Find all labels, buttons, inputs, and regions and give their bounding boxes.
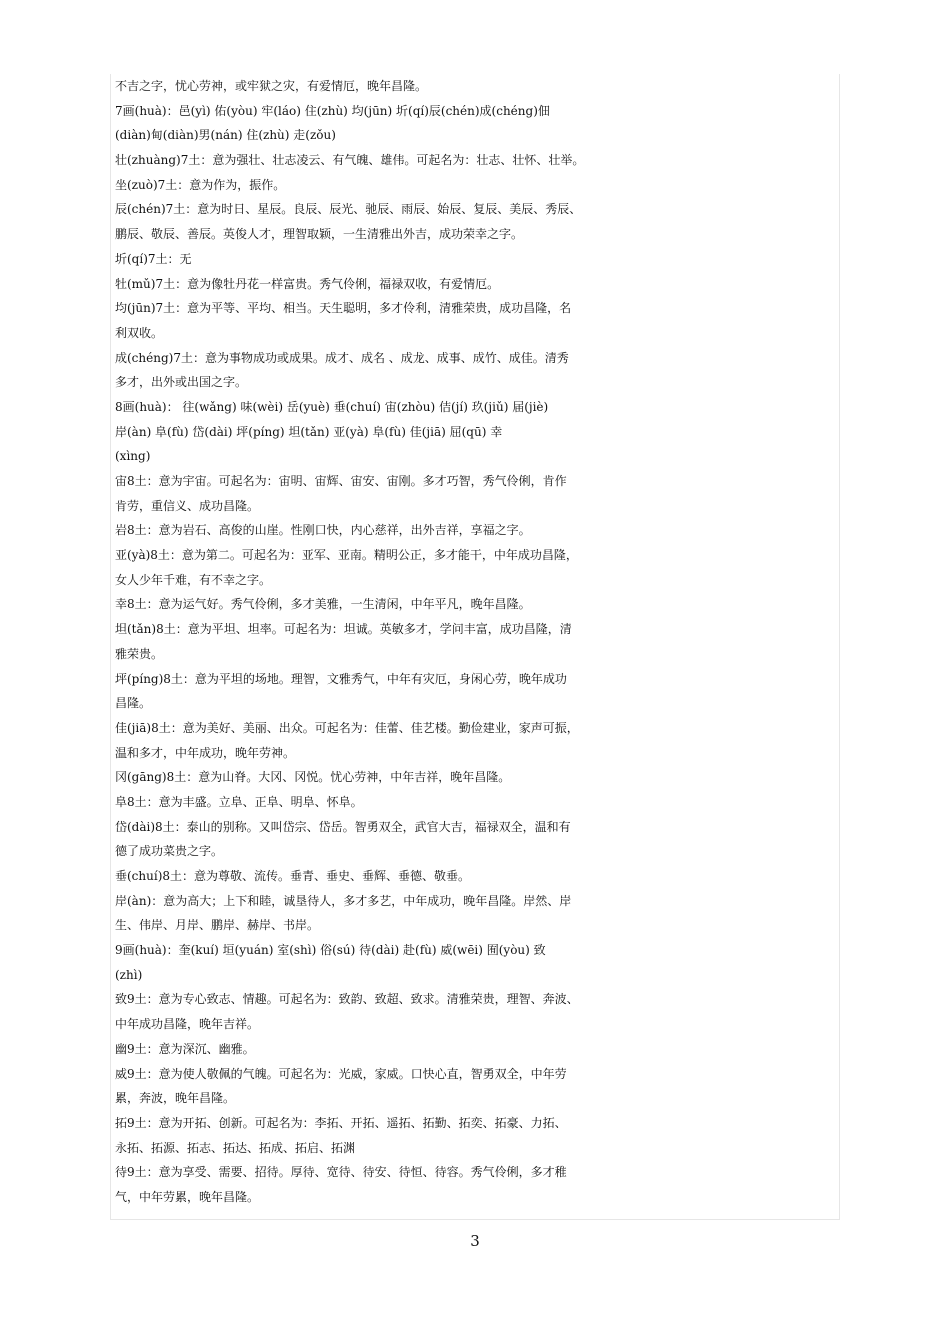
text-line: 待9土：意为享受、需要、招待。厚待、宽待、待安、待恒、待容。秀气伶俐，多才稚: [115, 1165, 567, 1180]
text-line: 壮(zhuàng)7土：意为强壮、壮志凌云、有气魄、雄伟。可起名为：壮志、壮怀、壮举。: [115, 153, 585, 168]
text-line: 永拓、拓源、拓志、拓达、拓成、拓启、拓渊: [115, 1140, 356, 1155]
text-line: 垂(chuí)8土：意为尊敬、流传。垂青、垂史、垂辉、垂德、敬垂。: [115, 869, 471, 883]
text-line: 阜8土：意为丰盛。立阜、正阜、明阜、怀阜。: [115, 794, 363, 809]
text-line: 鹏辰、敬辰、善辰。英俊人才，理智取颖，一生清雅出外吉，成功荣幸之字。: [115, 227, 524, 242]
text-line: (diàn)甸(diàn)男(nán) 住(zhù) 走(zǒu): [115, 128, 336, 143]
text-line: 亚(yà)8土：意为第二。可起名为：亚军、亚南。精明公正，多才能干，中年成功昌隆，: [115, 548, 578, 563]
text-body: [115, 74, 855, 1210]
text-line: 幸8土：意为运气好。秀气伶俐，多才美雅，一生清闲，中年平凡，晚年昌隆。: [115, 597, 531, 612]
text-line: 坪(píng)8土：意为平坦的场地。理智，文雅秀气，中年有灾厄，身闲心劳，晚年成功: [115, 671, 567, 686]
text-line: 辰(chén)7土：意为时日、星辰。良辰、辰光、驰辰、雨辰、始辰、复辰、美辰、秀辰、: [115, 202, 582, 217]
text-line: 中年成功昌隆，晚年吉祥。: [115, 1017, 260, 1032]
text-line: 成(chéng)7土：意为事物成功或成果。成才、成名 、成龙、成事、成竹、成佳。清秀: [115, 350, 569, 365]
text-line: 佳(jiā)8土：意为美好、美丽、出众。可起名为：佳蕾、佳艺楼。勤俭建业，家声可振，: [115, 720, 579, 735]
text-line: 德了成功菜贵之字。: [115, 844, 224, 859]
text-line: 昌隆。: [115, 696, 152, 711]
text-line: 威9土：意为使人敬佩的气魄。可起名为：光威，家威。口快心直，智勇双全，中年劳: [115, 1066, 567, 1081]
text-line: 7画(huà)：邑(yì) 佑(yòu) 牢(láo) 住(zhù) 均(jūn) 圻(qí)辰(chén)成(chéng)佃: [115, 103, 550, 118]
text-line: 利双收。: [115, 325, 164, 340]
text-line: 累，奔波，晚年昌隆。: [115, 1091, 236, 1106]
text-line: 岸(àn) 阜(fù) 岱(dài) 坪(píng) 坦(tǎn) 亚(yà) 阜(fù) 佳(jiā) 屈(qū) 幸: [115, 424, 503, 439]
text-line: 均(jūn)7土：意为平等、平均、相当。天生聪明，多才伶利，清雅荣贵，成功昌隆，名: [115, 301, 572, 316]
text-line: 致9土：意为专心致志、情趣。可起名为：致韵、致超、致求。清雅荣贵，理智、奔波、: [115, 992, 579, 1007]
text-line: 坐(zuò)7土：意为作为，振作。: [115, 177, 286, 192]
text-line: 8画(huà)： 往(wǎng) 味(wèi) 岳(yuè) 垂(chuí) 宙(zhòu) 佶(jí) 玖(jiǔ) 届(jiè): [115, 399, 549, 414]
text-line: 肯劳，重信义、成功昌隆。: [115, 498, 260, 513]
text-line: 9画(huà)：奎(kuí) 垣(yuán) 室(shì) 俗(sú) 待(dài) 赴(fù) 威(wēi) 囿(yòu) 致: [115, 943, 546, 958]
page-number: 3: [470, 1232, 480, 1250]
text-line: 岩8土：意为岩石、高俊的山崖。性刚口快，内心慈祥，出外吉祥，享福之字。: [115, 523, 531, 538]
text-line: 温和多才，中年成功，晚年劳神。: [115, 745, 296, 760]
text-line: 圻(qí)7土：无: [115, 251, 192, 266]
text-line: 岱(dài)8土：泰山的别称。又叫岱宗、岱岳。智勇双全，武官大吉，福禄双全，温和有: [115, 819, 571, 834]
text-line: 冈(gāng)8土：意为山脊。大冈、冈悦。忧心劳神，中年吉祥，晚年昌隆。: [115, 770, 511, 785]
text-line: 生、伟岸、月岸、鹏岸、赫岸、书岸。: [115, 918, 320, 933]
text-line: 女人少年千难，有不幸之字。: [115, 572, 272, 587]
text-line: (xìng): [115, 449, 151, 464]
text-line: 多才，出外或出国之字。: [115, 375, 248, 390]
text-line: 岸(àn)：意为高大；上下和睦，诚垦待人，多才多艺，中年成功，晚年昌隆。岸然、岸: [115, 893, 572, 908]
text-line: 幽9土：意为深沉、幽雅。: [115, 1041, 255, 1056]
text-line: 宙8土：意为宇宙。可起名为：宙明、宙辉、宙安、宙刚。多才巧智，秀气伶俐，肯作: [115, 474, 567, 488]
text-line: 气，中年劳累，晚年昌隆。: [115, 1189, 260, 1204]
text-line: 拓9土：意为开拓、创新。可起名为：李拓、开拓、遥拓、拓勤、拓奕、拓豪、力拓、: [115, 1115, 567, 1130]
text-line: 雅荣贵。: [115, 646, 164, 661]
text-line: 不吉之字，忧心劳神，或牢狱之灾，有爱情厄，晚年昌隆。: [115, 79, 428, 93]
text-line: (zhì): [115, 967, 143, 982]
text-line: 坦(tǎn)8土：意为平坦、坦率。可起名为：坦诚。英敏多才，学问丰富，成功昌隆，清: [115, 622, 572, 637]
text-line: 牡(mǔ)7土：意为像牡丹花一样富贵。秀气伶俐，福禄双收，有爱情厄。: [115, 276, 500, 291]
